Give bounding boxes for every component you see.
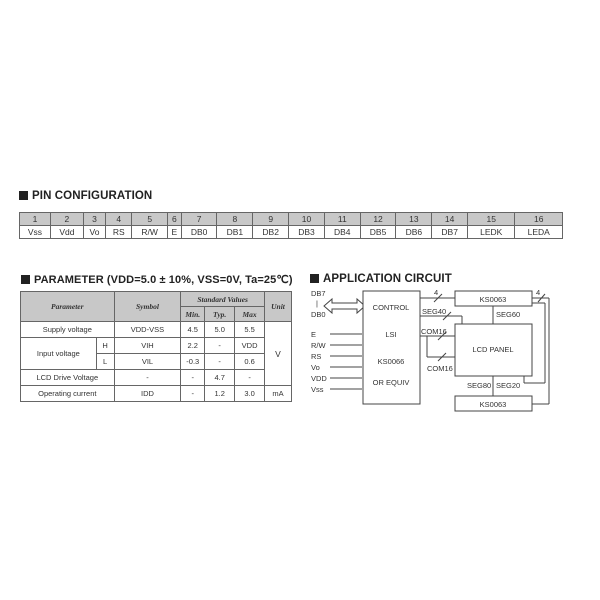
com16-label-a: COM16 bbox=[421, 327, 447, 336]
pin-name: DB6 bbox=[396, 226, 432, 239]
signal-vo: Vo bbox=[311, 363, 320, 372]
pin-number: 16 bbox=[515, 213, 563, 226]
param-max: 5.5 bbox=[235, 322, 265, 338]
parameter-title: PARAMETER (VDD=5.0 ± 10%, VSS=0V, Ta=25℃) bbox=[21, 273, 293, 286]
pin-number: 12 bbox=[360, 213, 396, 226]
pin-number: 9 bbox=[253, 213, 289, 226]
signal-e: E bbox=[311, 330, 317, 339]
com16-label-b: COM16 bbox=[427, 364, 453, 373]
pin-number: 13 bbox=[396, 213, 432, 226]
header-symbol: Symbol bbox=[114, 292, 181, 322]
param-name: LCD Drive Voltage bbox=[21, 370, 115, 386]
driver-top-label: KS0063 bbox=[479, 295, 507, 304]
header-max: Max bbox=[235, 307, 265, 322]
header-min: Min. bbox=[181, 307, 205, 322]
param-symbol: VDD-VSS bbox=[114, 322, 181, 338]
pin-name: Vdd bbox=[50, 226, 83, 239]
pin-number: 3 bbox=[83, 213, 105, 226]
param-symbol: VIH bbox=[114, 338, 181, 354]
pin-number: 11 bbox=[324, 213, 360, 226]
param-min: 4.5 bbox=[181, 322, 205, 338]
bus-label-db7: DB7 bbox=[311, 289, 326, 298]
lcd-panel-label: LCD PANEL bbox=[472, 345, 514, 354]
param-max: VDD bbox=[235, 338, 265, 354]
pin-number: 5 bbox=[132, 213, 168, 226]
pin-number: 10 bbox=[289, 213, 325, 226]
param-symbol: - bbox=[114, 370, 181, 386]
controller-label-3: KS0066 bbox=[377, 357, 405, 366]
header-standard-values: Standard Values bbox=[181, 292, 265, 307]
param-max: 0.6 bbox=[235, 354, 265, 370]
pin-name: DB5 bbox=[360, 226, 396, 239]
bus-label-db0: DB0 bbox=[311, 310, 326, 319]
param-name: Operating current bbox=[21, 386, 115, 402]
controller-label-1: CONTROL bbox=[372, 303, 410, 312]
bus-width-4-b: 4 bbox=[536, 288, 541, 297]
bus-label-separator: | bbox=[316, 299, 318, 308]
signal-vdd: VDD bbox=[311, 374, 327, 383]
controller-label-2: LSI bbox=[385, 330, 397, 339]
header-unit: Unit bbox=[265, 292, 292, 322]
param-typ: 1.2 bbox=[205, 386, 235, 402]
signal-rw: R/W bbox=[311, 341, 326, 350]
param-min: -0.3 bbox=[181, 354, 205, 370]
pin-number: 2 bbox=[50, 213, 83, 226]
param-typ: 5.0 bbox=[205, 322, 235, 338]
param-max: - bbox=[235, 370, 265, 386]
pin-name: DB1 bbox=[217, 226, 253, 239]
param-name: Input voltage bbox=[21, 338, 97, 370]
param-typ: - bbox=[205, 338, 235, 354]
seg60-label: SEG60 bbox=[496, 310, 521, 319]
pin-name: Vo bbox=[83, 226, 105, 239]
controller-label-4: OR EQUIV bbox=[372, 378, 410, 387]
pin-name: DB2 bbox=[253, 226, 289, 239]
pin-number: 6 bbox=[168, 213, 182, 226]
pin-name: RS bbox=[106, 226, 132, 239]
driver-bottom-label: KS0063 bbox=[479, 400, 507, 409]
pin-name: Vss bbox=[20, 226, 51, 239]
pin-name: E bbox=[168, 226, 182, 239]
data-bus-arrow-icon bbox=[324, 299, 365, 313]
pin-number: 4 bbox=[106, 213, 132, 226]
bus-width-4-a: 4 bbox=[434, 288, 439, 297]
pin-number: 7 bbox=[181, 213, 217, 226]
param-symbol: VIL bbox=[114, 354, 181, 370]
param-unit: mA bbox=[265, 386, 292, 402]
param-level: L bbox=[96, 354, 114, 370]
pin-number: 15 bbox=[468, 213, 515, 226]
pin-name: DB0 bbox=[181, 226, 217, 239]
pin-name: LEDA bbox=[515, 226, 563, 239]
param-typ: 4.7 bbox=[205, 370, 235, 386]
param-level: H bbox=[96, 338, 114, 354]
param-name: Supply voltage bbox=[21, 322, 115, 338]
signal-vss: Vss bbox=[311, 385, 324, 394]
param-typ: - bbox=[205, 354, 235, 370]
seg20-label: SEG20 bbox=[496, 381, 521, 390]
param-min: - bbox=[181, 386, 205, 402]
pin-number: 14 bbox=[432, 213, 468, 226]
param-max: 3.0 bbox=[235, 386, 265, 402]
pin-name: DB7 bbox=[432, 226, 468, 239]
pin-name: DB3 bbox=[289, 226, 325, 239]
signal-rs: RS bbox=[311, 352, 322, 361]
pin-name: R/W bbox=[132, 226, 168, 239]
pin-number: 8 bbox=[217, 213, 253, 226]
application-circuit-title: APPLICATION CIRCUIT bbox=[310, 273, 452, 285]
pin-name: DB4 bbox=[324, 226, 360, 239]
param-min: 2.2 bbox=[181, 338, 205, 354]
param-min: - bbox=[181, 370, 205, 386]
header-parameter: Parameter bbox=[21, 292, 115, 322]
pin-number: 1 bbox=[20, 213, 51, 226]
pin-name: LEDK bbox=[468, 226, 515, 239]
seg80-label: SEG80 bbox=[467, 381, 492, 390]
header-typ: Typ. bbox=[205, 307, 235, 322]
seg40-label: SEG40 bbox=[422, 307, 447, 316]
pin-configuration-title: PIN CONFIGURATION bbox=[19, 190, 152, 202]
param-symbol: IDD bbox=[114, 386, 181, 402]
param-unit-volts: V bbox=[265, 322, 292, 386]
